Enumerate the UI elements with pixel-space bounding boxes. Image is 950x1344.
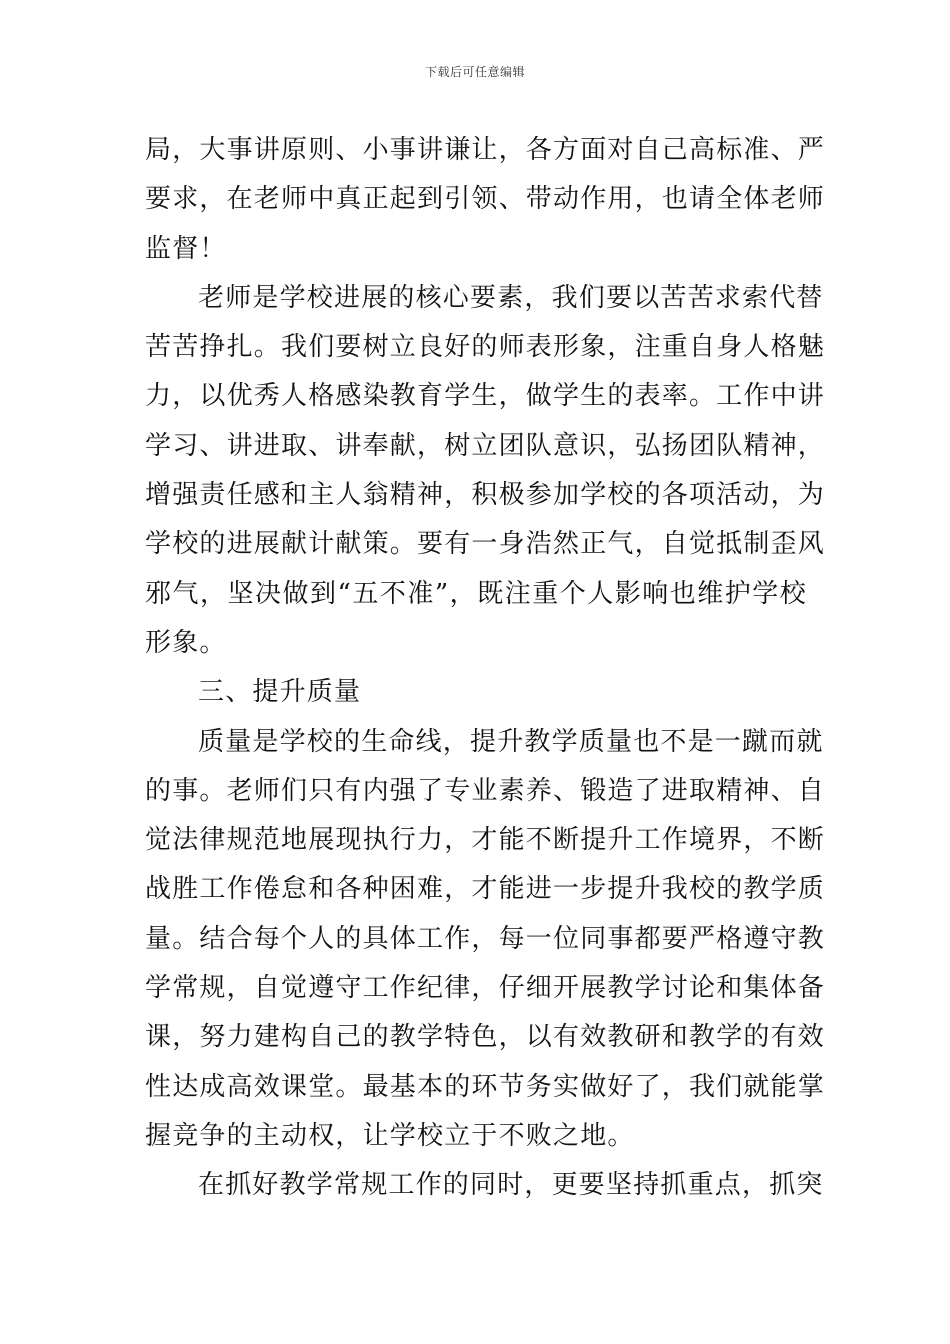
text-line: 学常规，自觉遵守工作纪律，仔细开展教学讨论和集体备 — [145, 973, 826, 1004]
text-line: 觉法律规范地展现执行力，才能不断提升工作境界，不断 — [145, 825, 826, 856]
text-line: 的事。老师们只有内强了专业素养、锻造了进取精神、自 — [145, 775, 826, 806]
text-line: 增强责任感和主人翁精神，积极参加学校的各项活动，为 — [145, 480, 826, 511]
text-line: 力，以优秀人格感染教育学生，做学生的表率。工作中讲 — [145, 381, 826, 412]
text-line: 课，努力建构自己的教学特色，以有效教研和教学的有效 — [145, 1022, 826, 1053]
text-line: 握竞争的主动权，让学校立于不败之地。 — [145, 1120, 635, 1151]
text-line: 形象。 — [145, 627, 227, 658]
section-heading: 三、提升质量 — [198, 677, 362, 708]
body-text — [145, 126, 826, 1211]
text-line: 战胜工作倦怠和各种困难，才能进一步提升我校的教学质 — [145, 874, 826, 905]
paragraph-first-line: 在抓好教学常规工作的同时，更要坚持抓重点，抓突 — [198, 1170, 824, 1201]
text-line: 监督！ — [145, 233, 227, 264]
text-line: 要求，在老师中真正起到引领、带动作用，也请全体老师 — [145, 184, 826, 215]
text-line: 量。结合每个人的具体工作，每一位同事都要严格遵守教 — [145, 923, 826, 954]
paragraph-first-line: 老师是学校进展的核心要素，我们要以苦苦求索代替 — [198, 282, 824, 313]
page-header-note: 下载后可任意编辑 — [424, 65, 525, 79]
text-line: 性达成高效课堂。最基本的环节务实做好了，我们就能掌 — [145, 1071, 826, 1102]
text-line: 苦苦挣扎。我们要树立良好的师表形象，注重自身人格魅 — [145, 332, 826, 363]
text-line: 学校的进展献计献策。要有一身浩然正气，自觉抵制歪风 — [145, 529, 826, 560]
paragraph-first-line: 质量是学校的生命线，提升教学质量也不是一蹴而就 — [198, 726, 824, 757]
text-line: 邪气，坚决做到“五不准”，既注重个人影响也维护学校 — [145, 578, 807, 609]
text-line: 学习、讲进取、讲奉献，树立团队意识，弘扬团队精神， — [145, 430, 826, 461]
text-line: 局，大事讲原则、小事讲谦让，各方面对自己高标准、严 — [145, 135, 826, 165]
